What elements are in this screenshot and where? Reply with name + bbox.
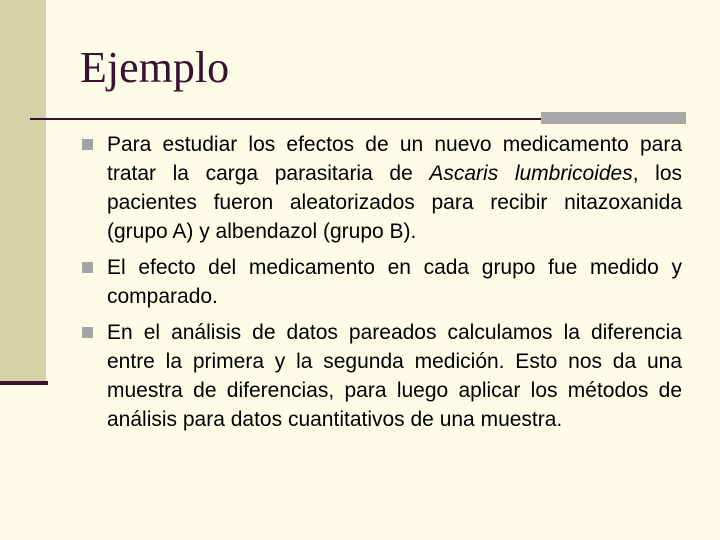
title-divider-accent — [541, 112, 686, 124]
bullet-text-part: Para estudiar los efectos de un nuevo medicamento para tratar la carga parasitaria de — [107, 133, 682, 185]
left-bar-underline — [0, 381, 48, 385]
bullet-item — [82, 318, 682, 434]
bullet-item — [82, 130, 682, 246]
bullet-text-part: El efecto del medicamento en cada grupo fue medido y comparado. — [107, 256, 682, 308]
bullet-list — [82, 130, 682, 441]
slide-title: Ejemplo — [80, 43, 230, 92]
bullet-text-italic: Ascaris lumbricoides — [429, 162, 633, 185]
square-bullet-icon — [82, 327, 93, 338]
bullet-text-part: En el análisis de datos pareados calculamos la diferencia entre la primera y la segunda medición. Esto nos da una muestra de diferencias, para luego aplicar los métodos de análisis para datos cuantitativos de una muestra. — [107, 321, 682, 431]
left-decorative-bar — [0, 0, 46, 385]
square-bullet-icon — [82, 139, 93, 150]
square-bullet-icon — [82, 262, 93, 273]
bullet-text-part: , los pacientes fueron aleatorizados para recibir nitazoxanida (grupo A) y albendazol (grupo B). — [107, 162, 683, 243]
bullet-item — [82, 253, 682, 311]
